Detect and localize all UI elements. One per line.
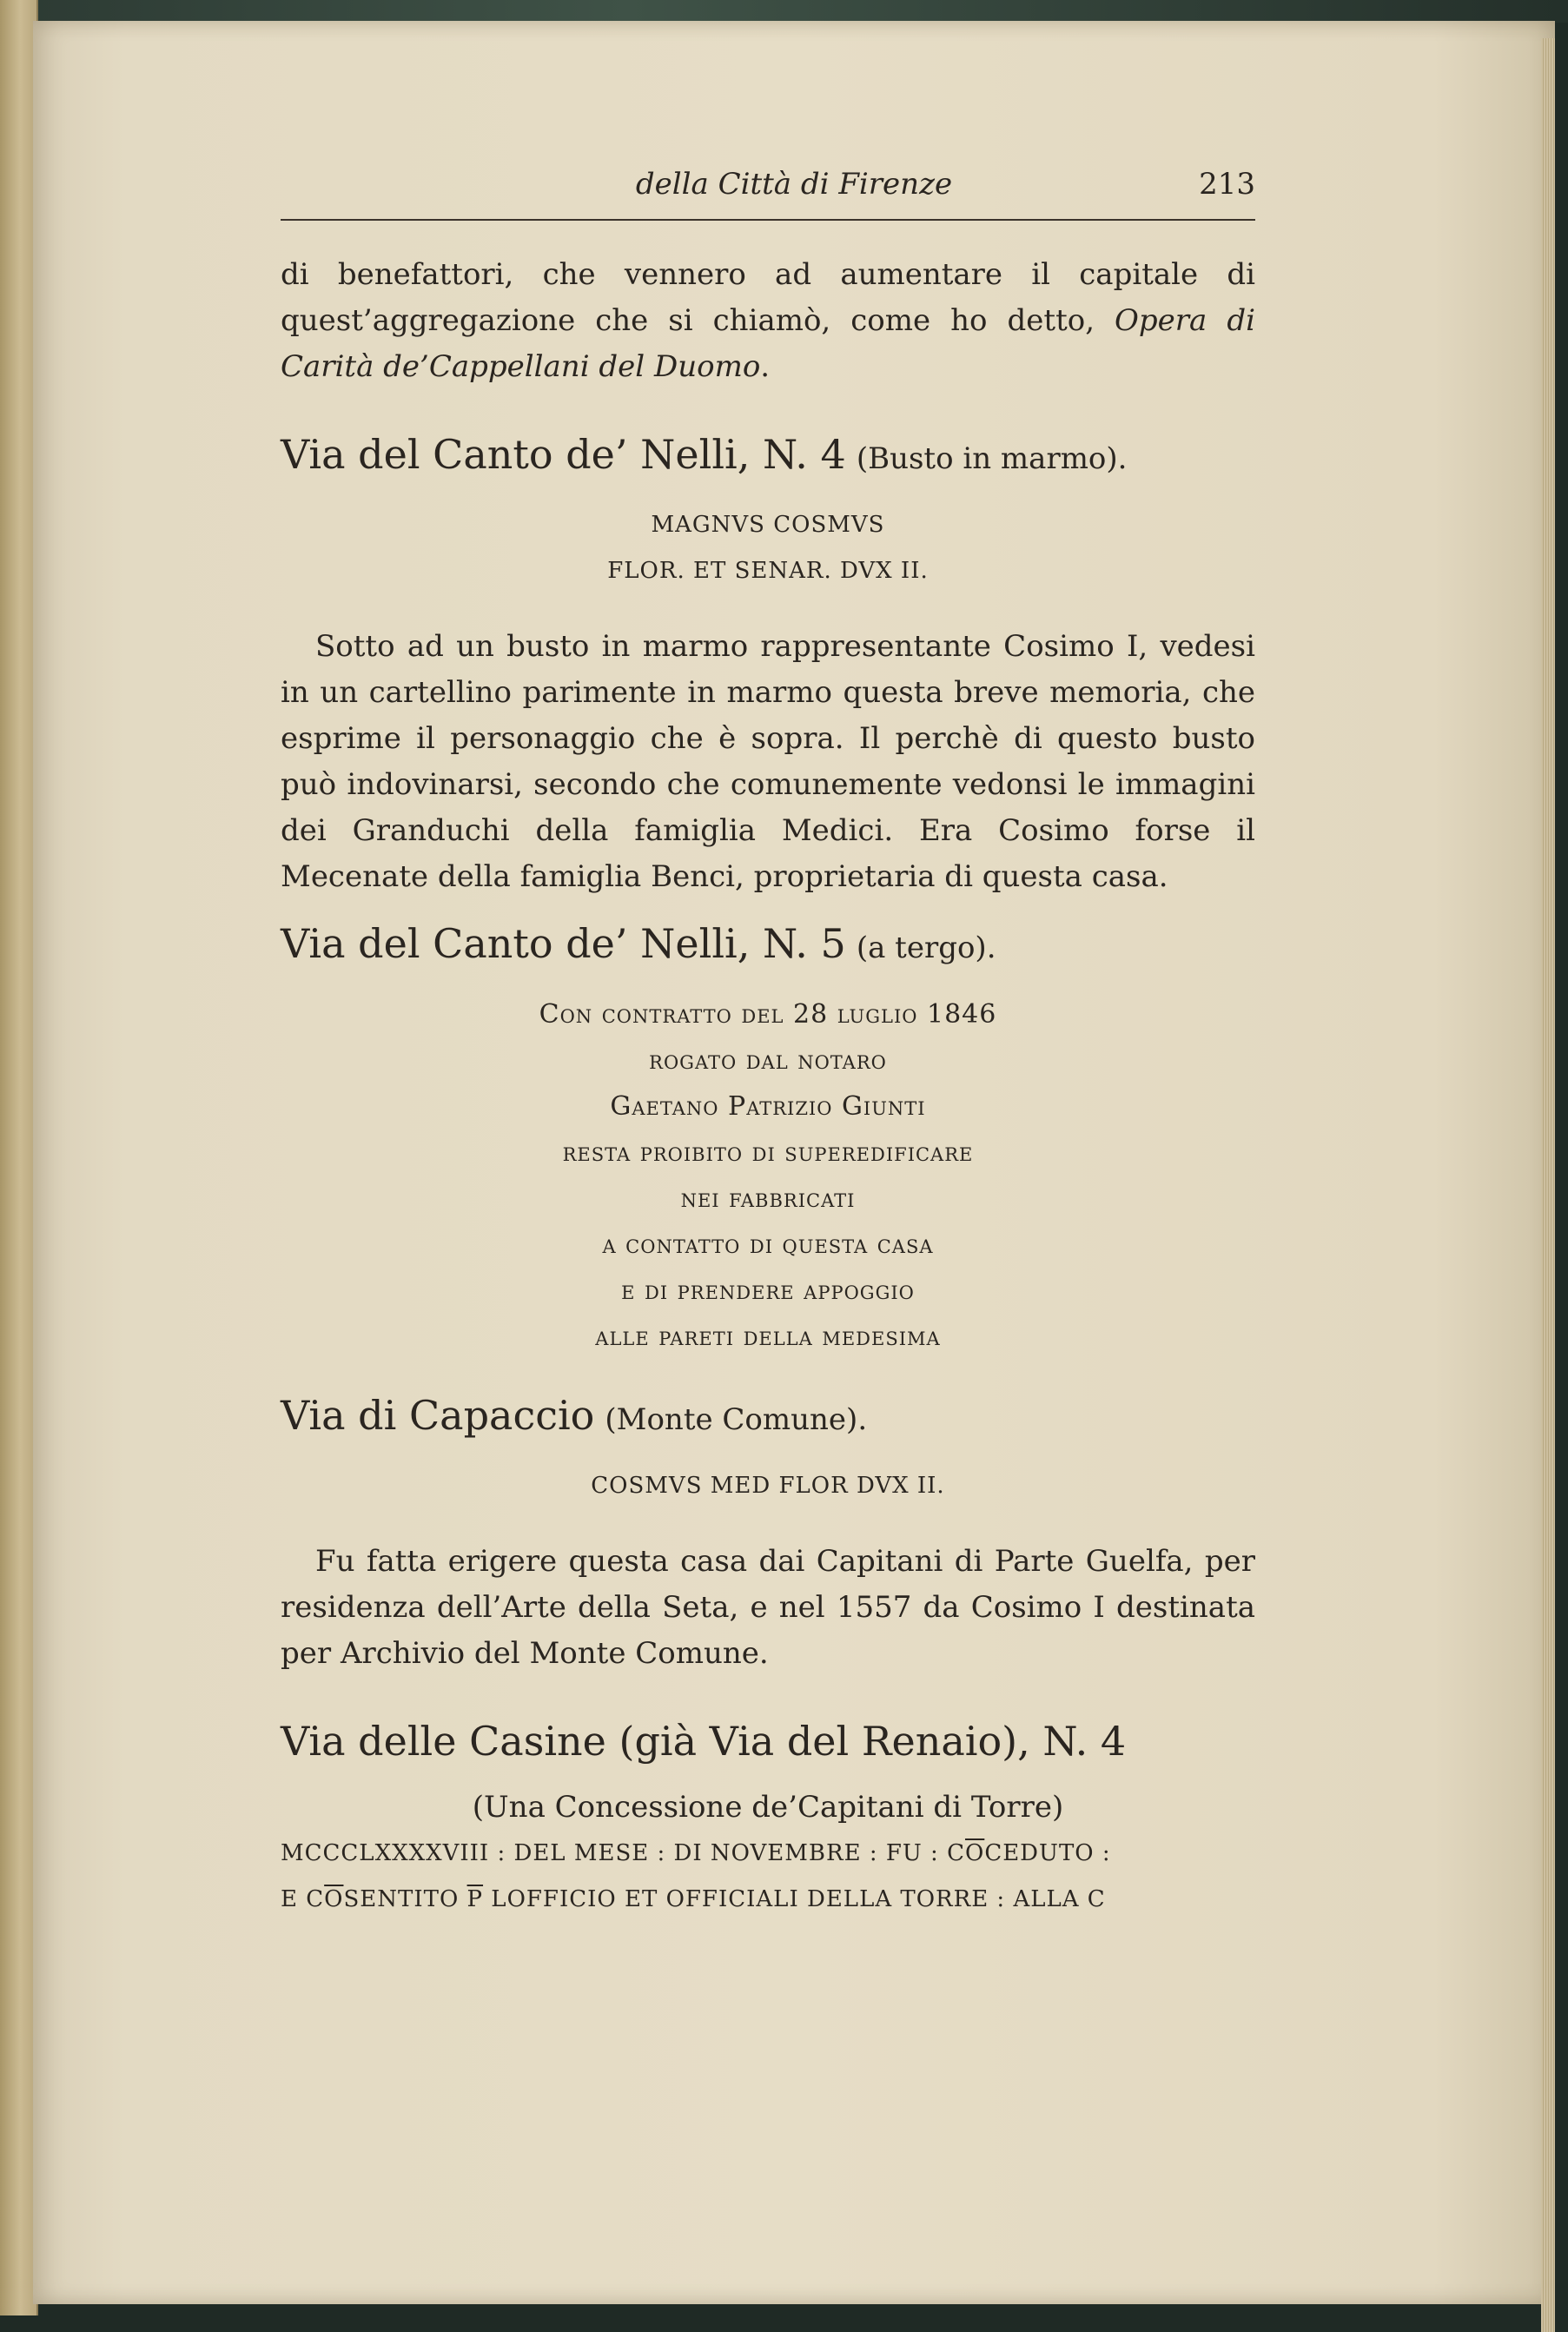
inscription	[281, 991, 1255, 1360]
section-body: Fu fatta erigere questa casa dai Capitani di Parte Guelfa, per residenza dell’Arte della Seta, e nel 1557 da Cosimo I destinata per Archivio del Monte Comune.	[281, 1544, 1255, 1671]
page-fore-edge	[1541, 38, 1555, 2332]
heading-note: (Monte Comune).	[605, 1402, 868, 1437]
section-heading	[281, 918, 1255, 974]
intro-period: .	[760, 349, 771, 384]
inscription-text: LOFFICIO ET OFFICIALI DELLA TORRE : ALLA C	[483, 1886, 1106, 1912]
inscription-line: Gaetano Patrizio Giunti	[610, 1091, 926, 1122]
heading-text: Via di Capaccio	[281, 1392, 595, 1439]
heading-text: Via del Canto de’ Nelli, N. 5	[281, 920, 846, 967]
section-body: Sotto ad un busto in marmo rappresentante Cosimo I, vedesi in un cartellino parimente in marmo questa breve memoria, che esprime il personaggio che è sopra. Il perchè di questo busto può indovinarsi, secondo che comunemente vedonsi le immagini dei Granduchi della famiglia Medici. Era Cosimo forse il Mecenate della famiglia Benci, proprietaria di questa casa.	[281, 629, 1255, 894]
inscription-line: resta proibito di superedificare	[562, 1137, 974, 1168]
inscription-line: rogato dal notaro	[649, 1045, 887, 1076]
intro-italic-phrase: Opera di Carità de’Cappellani del Duomo	[281, 303, 1255, 384]
inscription-line: a contatto di questa casa	[602, 1229, 934, 1260]
abbreviation-mark: $\overline{O}$	[324, 1886, 344, 1912]
inscription-text: SENTITO	[343, 1886, 467, 1912]
section-subtitle: (Una Concessione de’Capitani di Torre)	[472, 1790, 1064, 1825]
heading-text: Via del Canto de’ Nelli, N. 4	[281, 431, 846, 478]
abbreviation-mark: $\overline{P}$	[466, 1886, 484, 1912]
running-head	[281, 156, 1255, 221]
inscription-line	[281, 1831, 1255, 1877]
abbreviation-mark: $\overline{O}$	[964, 1840, 985, 1866]
inscription-line	[281, 1877, 1255, 1923]
inscription-text: MCCCLXXXXVIII : DEL MESE : DI NOVEMBRE : FU : C	[281, 1840, 965, 1866]
inscription-line: COSMVS MED FLOR DVX II.	[591, 1473, 945, 1499]
section-heading	[281, 1389, 1255, 1446]
intro-paragraph	[281, 252, 1255, 390]
heading-note: (a tergo).	[856, 931, 996, 965]
inscription-line: e di prendere appoggio	[621, 1275, 915, 1306]
intro-text: di benefattori, che vennero ad aumentare il capitale di quest’aggregazione che si chiamò, come ho detto,	[281, 257, 1255, 338]
inscription-line: FLOR. ET SENAR. DVX II.	[607, 558, 929, 584]
inscription-line: MAGNVS COSMVS	[651, 512, 885, 538]
inscription-text: CEDUTO :	[984, 1840, 1111, 1866]
page-number: 213	[1199, 167, 1255, 202]
page-text-block	[281, 156, 1255, 1923]
section-heading: Via delle Casine (già Via del Renaio), N. 4	[281, 1718, 1127, 1765]
running-title: della Città di Firenze	[635, 167, 953, 202]
section-heading	[281, 428, 1255, 485]
book-cover-edge	[0, 0, 1568, 23]
heading-note: (Busto in marmo).	[856, 441, 1128, 476]
inscription-line: nei fabbricati	[680, 1183, 856, 1214]
inscription	[281, 502, 1255, 594]
inscription	[281, 1463, 1255, 1509]
inscription-line: alle pareti della medesima	[595, 1322, 941, 1352]
inscription-line: Con contratto del 28 luglio 1846	[539, 999, 997, 1030]
inscription-text: E C	[281, 1886, 325, 1912]
